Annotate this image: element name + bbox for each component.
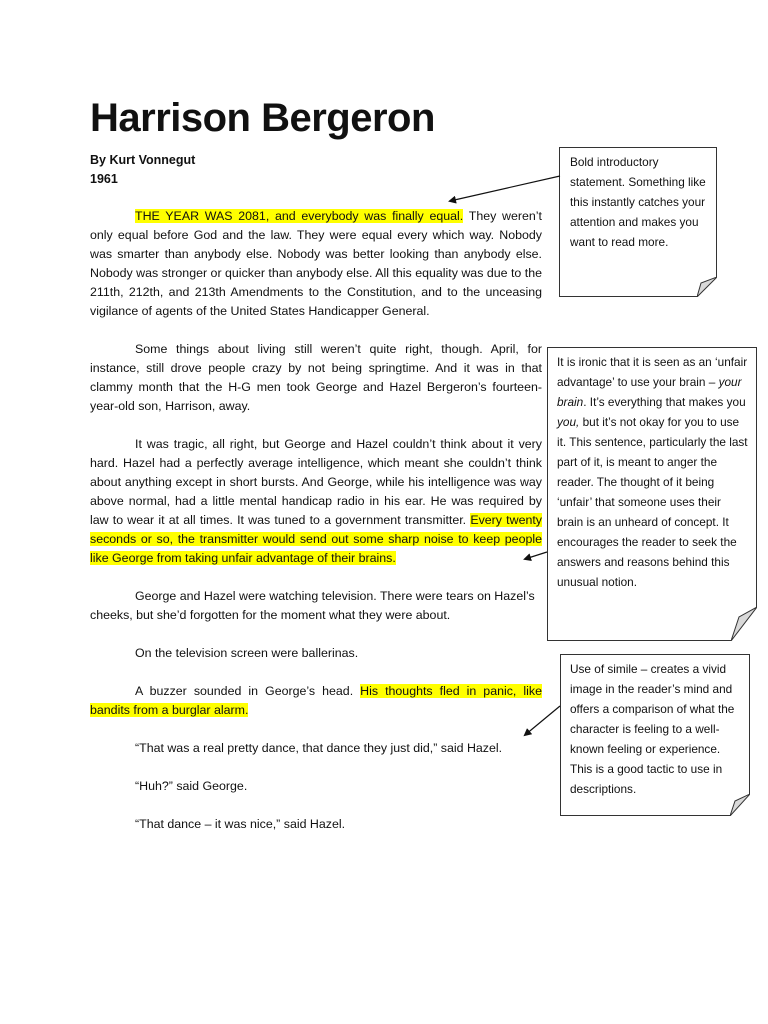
annotation-note-simile [560, 654, 750, 816]
paragraph-7: “That was a real pretty dance, that dance they just did,” said Hazel. [135, 741, 503, 755]
paragraph-3 [90, 435, 542, 568]
highlight-simile: His thoughts fled in panic, like bandits from a burglar alarm. [90, 684, 542, 717]
annotation-note-intro [559, 147, 717, 297]
highlight-transmitter: Every twenty seconds or so, the transmitter would send out some sharp noise to keep people like George from taking unfair advantage of their brains. [90, 513, 542, 565]
story-body [90, 207, 542, 853]
byline [90, 151, 195, 189]
page-curl-icon [731, 607, 757, 641]
annotation-note-irony [547, 347, 757, 641]
arrow-icon [450, 176, 560, 201]
paragraph-1-text: They weren’t only equal before God and the law. They were equal every which way. Nobody was smarter than anybody else. Nobody was better looking than anybody else. Nobody was stronger or quicker than anybody else. All this equality was due to the 211th, 212th, and 213th Amendments to the Constitution, and to the unceasing vigilance of agents of the United States Handicapper General. [90, 209, 542, 318]
paragraph-6 [90, 682, 542, 720]
paragraph-2: Some things about living still weren’t quite right, though. April, for instance, still drove people crazy by not being springtime. And it was in that clammy month that the H-G men took George and Hazel Bergeron’s fourteen-year-old son, Harrison, away. [90, 342, 542, 413]
document-title: Harrison Bergeron [90, 96, 435, 140]
highlight-intro: THE YEAR WAS 2081, and everybody was finally equal. [135, 209, 464, 223]
note-irony-part-a: It is ironic that it is seen as an ‘unfair advantage’ to use your brain – [557, 355, 748, 389]
paragraph-4: George and Hazel were watching television. There were tears on Hazel’s cheeks, but she’d forgotten for the moment what they were about. [90, 589, 535, 622]
annotation-note-simile-text: Use of simile – creates a vivid image in the reader’s mind and offers a comparison of what the character is feeling to a well-known feeling or experience. This is a good tactic to use in descriptions. [570, 662, 735, 796]
publication-year: 1961 [90, 172, 118, 186]
annotation-note-intro-text: Bold introductory statement. Something like this instantly catches your attention and makes you want to read more. [570, 155, 706, 249]
paragraph-6-text: A buzzer sounded in George’s head. [135, 684, 361, 698]
paragraph-9: “That dance – it was nice,” said Hazel. [135, 817, 346, 831]
page-curl-icon [730, 794, 750, 816]
note-irony-emphasis-2: you, [557, 415, 580, 429]
author: By Kurt Vonnegut [90, 153, 196, 167]
note-irony-emphasis-1: your brain [557, 375, 742, 409]
paragraph-1 [90, 207, 542, 321]
page-curl-icon [697, 277, 717, 297]
paragraph-5: On the television screen were ballerinas. [135, 646, 359, 660]
annotation-note-irony-text [557, 352, 748, 592]
paragraph-3-text: It was tragic, all right, but George and Hazel couldn’t think about it very hard. Hazel had a perfectly average intelligence, which meant she couldn’t think about anything except in short bursts. And George, while his intelligence was way above normal, had a little mental handicap radio in his ear. He was required by law to wear it at all times. It was tuned to a government transmitter. [90, 437, 542, 527]
paragraph-8: “Huh?” said George. [135, 779, 248, 793]
note-irony-part-c: . It’s everything that makes you [583, 395, 746, 409]
note-irony-part-e: but it’s not okay for you to use it. This sentence, particularly the last part of it, is meant to anger the reader. The thought of it being ‘unfair’ that someone uses their brain is an unheard of concept. It encourages the reader to seek the answers and reasons behind this unusual notion. [557, 415, 748, 589]
